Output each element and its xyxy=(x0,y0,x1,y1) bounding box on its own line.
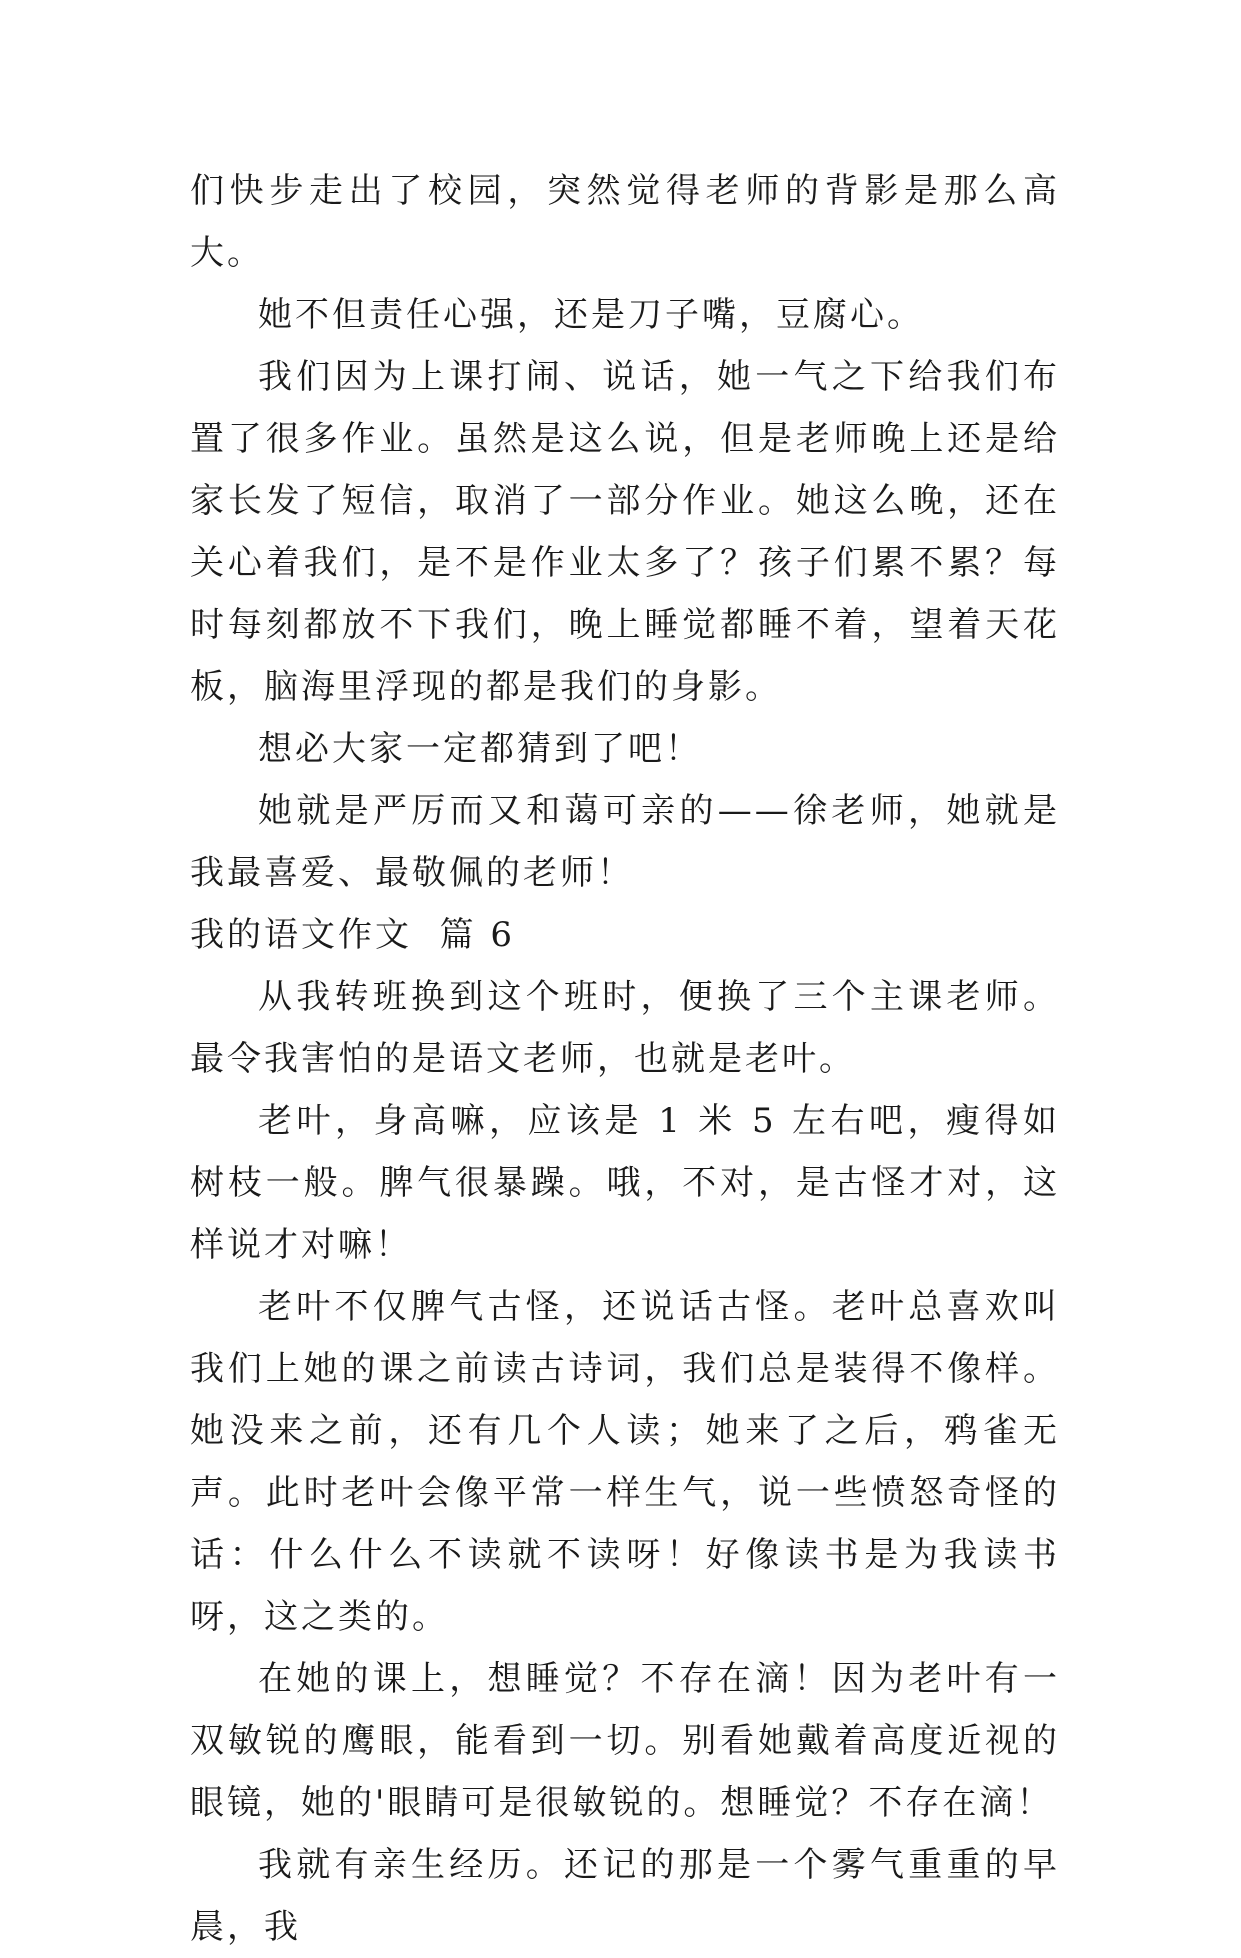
paragraph: 们快步走出了校园，突然觉得老师的背影是那么高大。 xyxy=(190,171,1060,273)
paragraph: 从我转班换到这个班时，便换了三个主课老师。最令我害怕的是语文老师，也就是老叶。 xyxy=(190,977,1060,1079)
paragraph: 老叶不仅脾气古怪，还说话古怪。老叶总喜欢叫我们上她的课之前读古诗词，我们总是装得不像样。她没来之前，还有几个人读；她来了之后，鸦雀无声。此时老叶会像平常一样生气，说一些愤怒奇怪的话：什么什么不读就不读呀！好像读书是为我读书呀，这之类的。 xyxy=(190,1287,1060,1637)
paragraph: 我就有亲生经历。还记的那是一个雾气重重的早晨，我 xyxy=(190,1845,1060,1947)
paragraph: 想必大家一定都猜到了吧！ xyxy=(258,729,702,769)
section-heading: 我的语文作文 篇 6 xyxy=(190,915,516,955)
paragraph: 老叶，身高嘛，应该是 1 米 5 左右吧，瘦得如树枝一般。脾气很暴躁。哦，不对，是古怪才对，这样说才对嘛！ xyxy=(190,1101,1060,1265)
paragraph: 她不但责任心强，还是刀子嘴，豆腐心。 xyxy=(258,295,924,335)
paragraph: 我们因为上课打闹、说话，她一气之下给我们布置了很多作业。虽然是这么说，但是老师晚上还是给家长发了短信，取消了一部分作业。她这么晚，还在关心着我们，是不是作业太多了？孩子们累不累？每时每刻都放不下我们，晚上睡觉都睡不着，望着天花板，脑海里浮现的都是我们的身影。 xyxy=(190,357,1060,707)
document-body xyxy=(190,160,1060,1958)
paragraph: 她就是严厉而又和蔼可亲的——徐老师，她就是我最喜爱、最敬佩的老师！ xyxy=(190,791,1060,893)
paragraph: 在她的课上，想睡觉？不存在滴！因为老叶有一双敏锐的鹰眼，能看到一切。别看她戴着高度近视的眼镜，她的'眼睛可是很敏锐的。想睡觉？不存在滴！ xyxy=(190,1659,1060,1823)
